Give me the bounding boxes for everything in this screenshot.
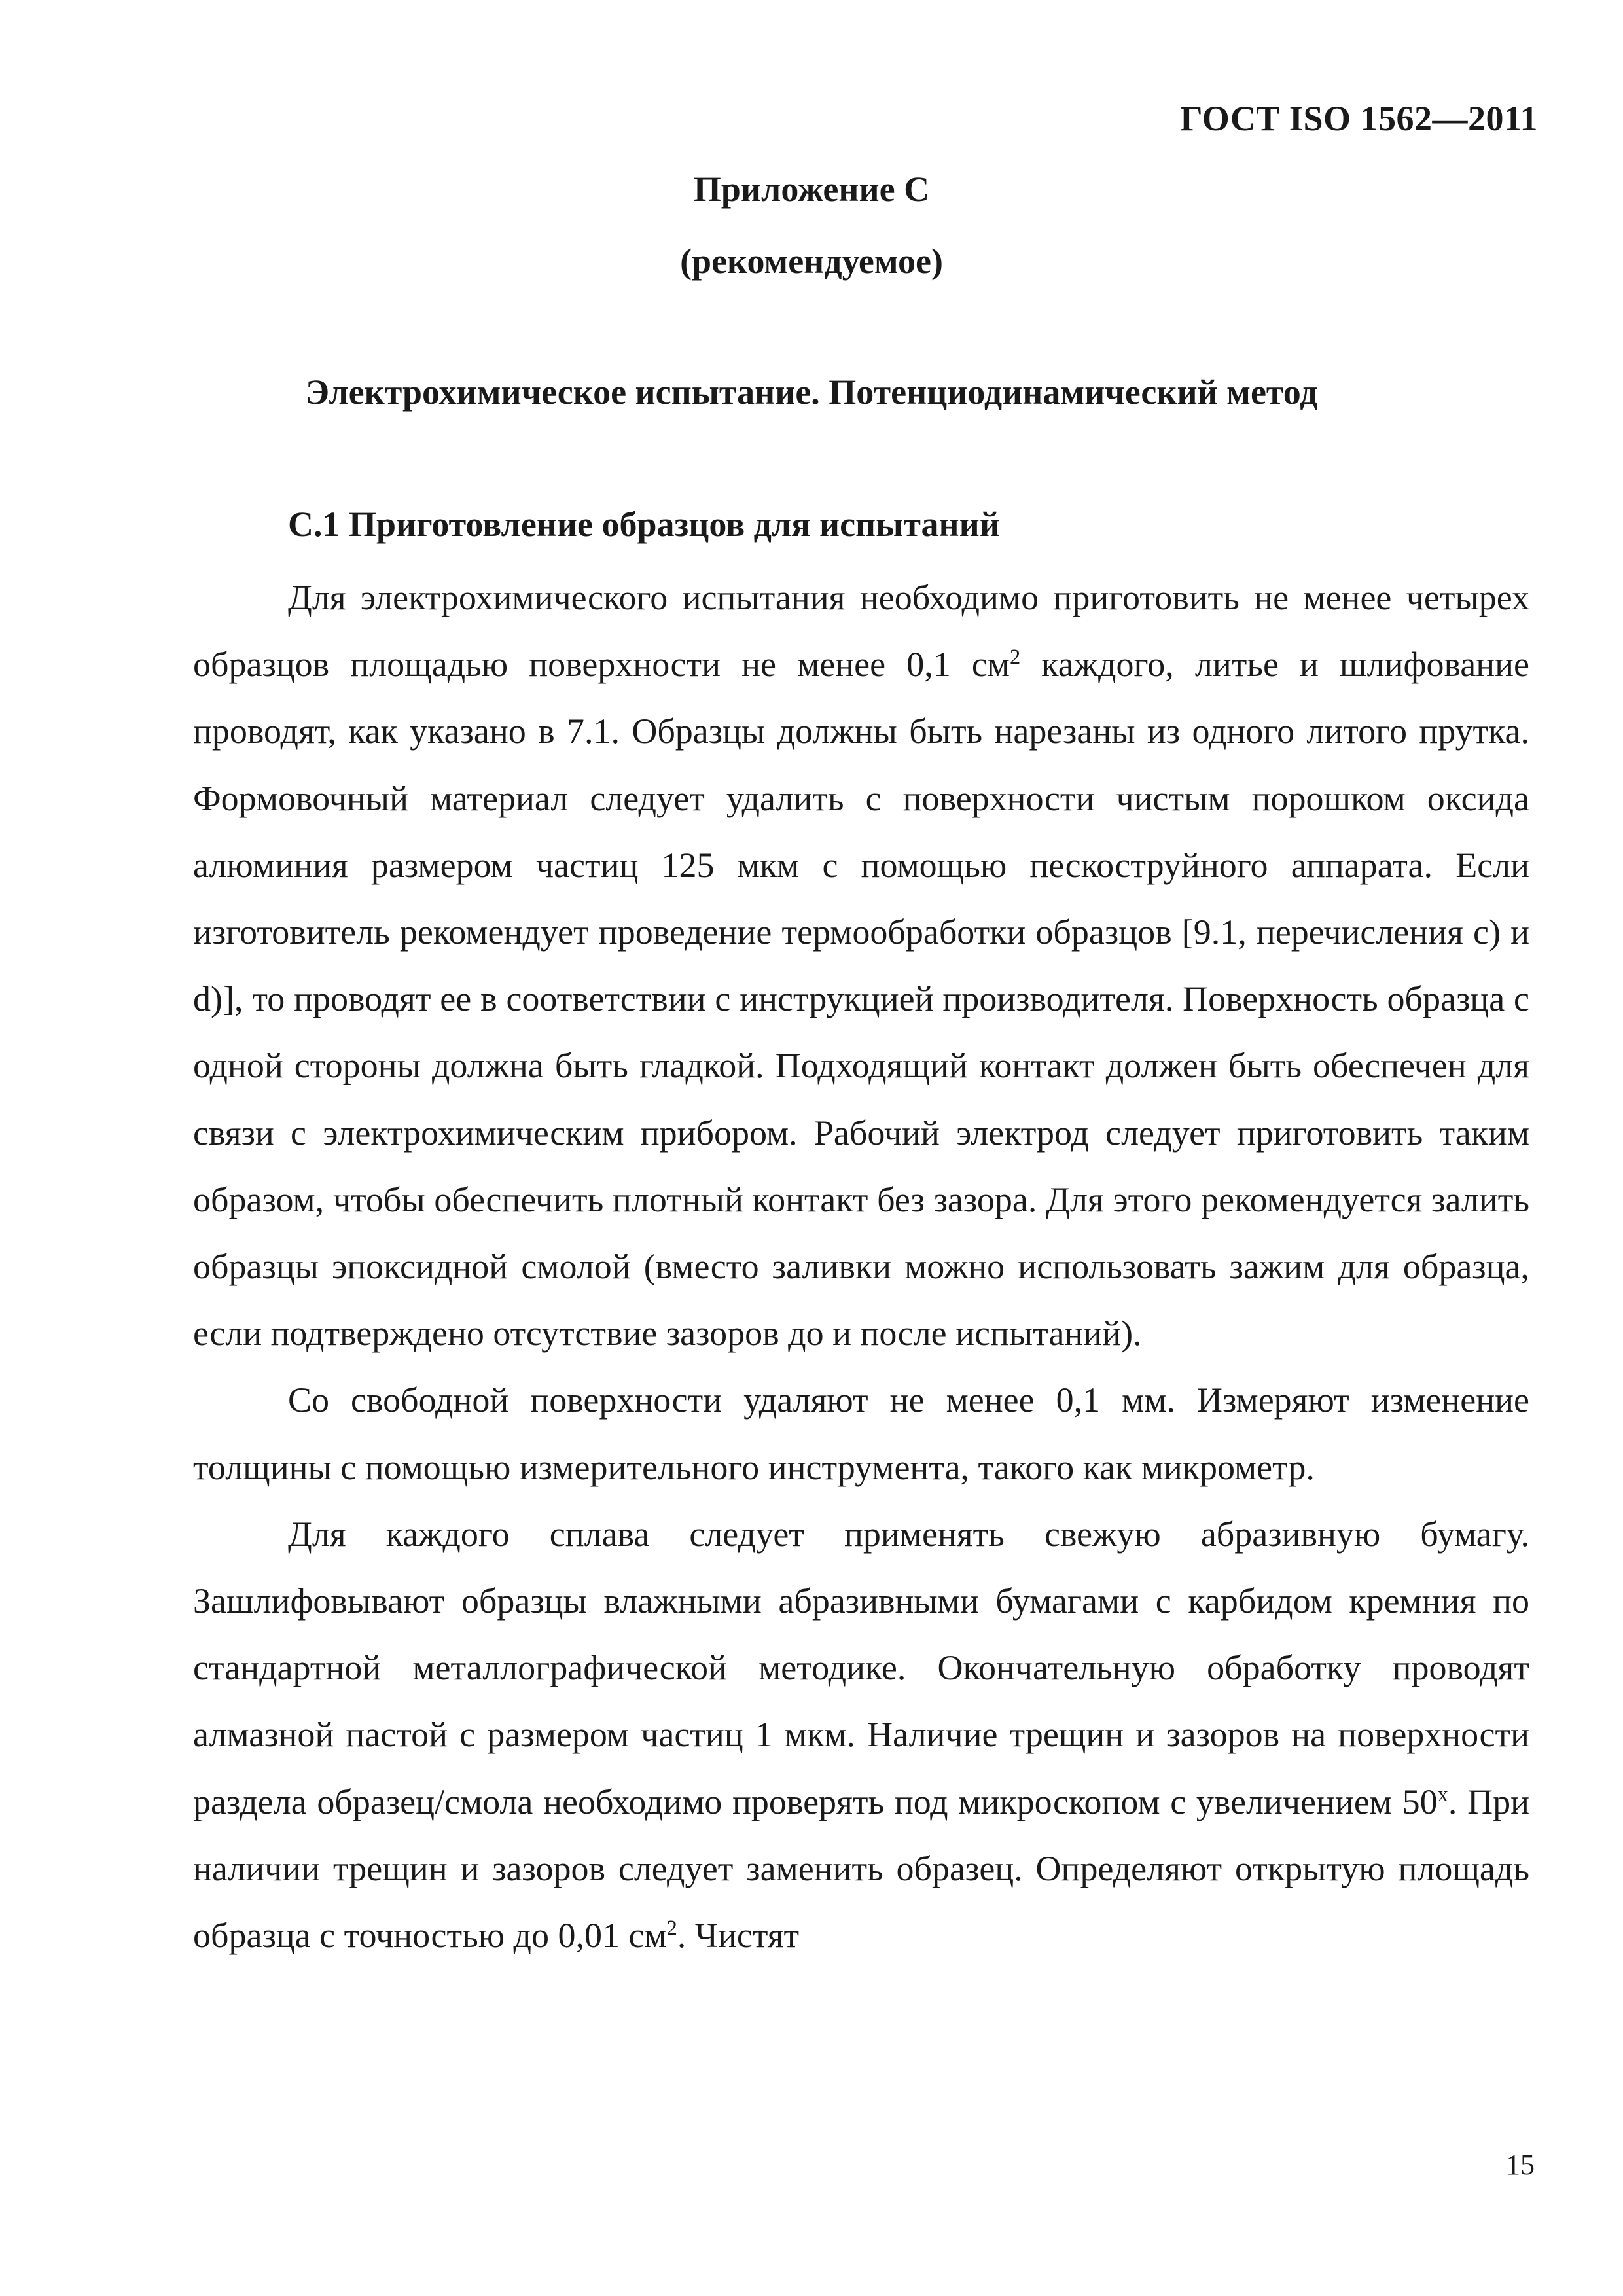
paragraph-1 (193, 564, 1529, 1367)
paragraph-3-part-2: . При наличии трещин и зазоров следует заменить образец. Определяют открытую площадь образца с точностью до 0,01 см (193, 1782, 1529, 1956)
paragraph-3-part-1: Для каждого сплава следует применять свежую абразивную бумагу. Зашлифовывают образцы влажными абразивными бумагами с карбидом кремния по стандартной металлографической методике. Окончательную обработку проводят алмазной пастой с размером частиц 1 мкм. Наличие трещин и зазоров на поверхности раздела образец/смола необходимо проверять под микроскопом с увеличением 50 (193, 1514, 1529, 1821)
body-text (193, 564, 1529, 1969)
main-title: Электрохимическое испытание. Потенциодинамический метод (305, 372, 1318, 412)
superscript-magnification: х (1437, 1782, 1448, 1806)
superscript-square: 2 (666, 1916, 677, 1941)
paragraph-2: Со свободной поверхности удаляют не менее 0,1 мм. Измеряют изменение толщины с помощью измерительного инструмента, такого как микрометр. (193, 1380, 1529, 1487)
paragraph-1-part-1: Для электрохимического испытания необходимо приготовить не менее четырех образцов площадью поверхности не менее 0,1 см (193, 578, 1529, 685)
appendix-subtitle: (рекомендуемое) (680, 242, 943, 281)
document-code: ГОСТ ISO 1562—2011 (1180, 99, 1538, 138)
paragraph-1-part-2: каждого, литье и шлифование проводят, как указано в 7.1. Образцы должны быть нарезаны из одного литого прутка. Формовочный материал следует удалить с поверхности чистым порошком оксида алюминия размером частиц 125 мкм с помощью пескоструйного аппарата. Если изготовитель рекомендует проведение термообработки образцов [9.1, перечисления с) и d)], то проводят ее в соответствии с инструкцией производителя. Поверхность образца с одной стороны должна быть гладкой. Подходящий контакт должен быть обеспечен для связи с электрохимическим прибором. Рабочий электрод следует приготовить таким образом, чтобы обеспечить плотный контакт без зазора. Для этого рекомендуется залить образцы эпоксидной смолой (вместо заливки можно использовать зажим для образца, если подтверждено отсутствие зазоров до и после испытаний). (193, 645, 1529, 1354)
paragraph-3 (193, 1501, 1529, 1969)
paragraph-3-part-3: . Чистят (677, 1916, 800, 1956)
section-heading: С.1 Приготовление образцов для испытаний (288, 505, 1000, 544)
page-number: 15 (1506, 2149, 1535, 2181)
superscript-square: 2 (1009, 645, 1021, 670)
appendix-title: Приложение С (693, 170, 930, 209)
